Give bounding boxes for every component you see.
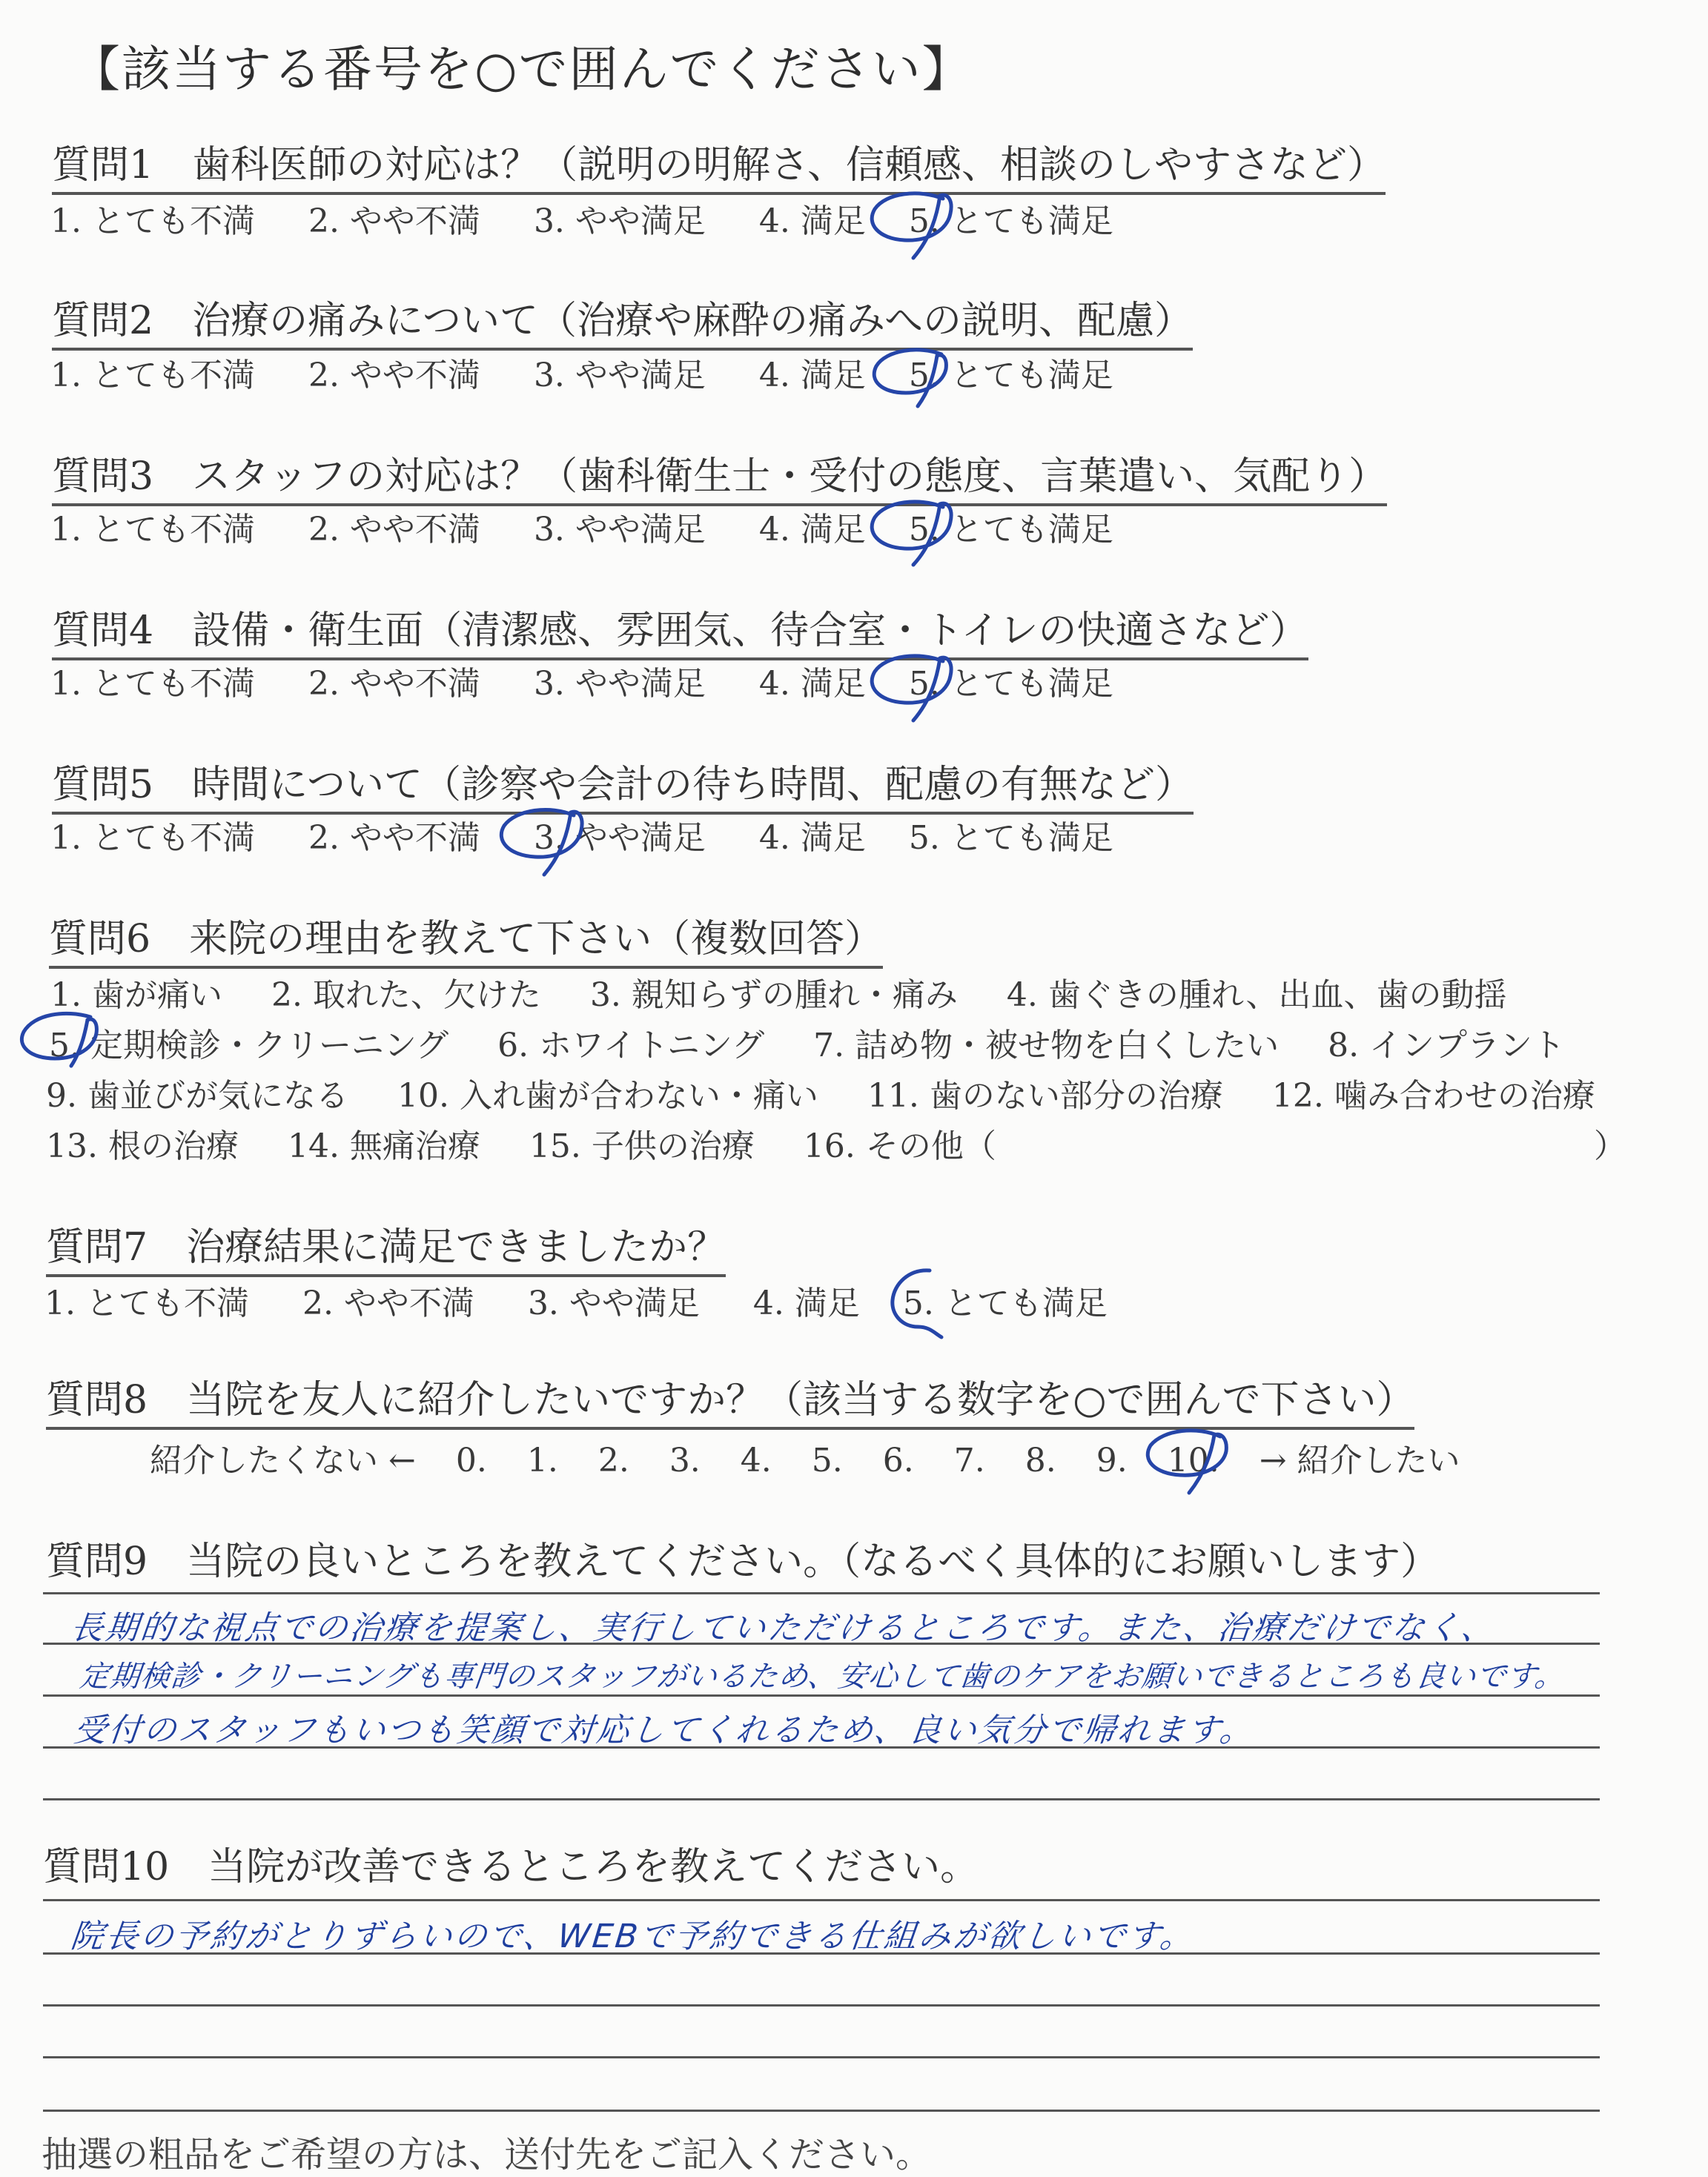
q6-option-10[interactable]: 10. 入れ歯が合わない・痛い [397,1077,818,1115]
q3-option-4[interactable]: 4. 満足 [758,511,866,549]
q4-options [50,657,1156,704]
q6-row-2 [49,1018,1603,1066]
q2-selection-circle [860,339,964,421]
q8-score-0[interactable]: 0. [455,1442,487,1480]
q8-score-3[interactable]: 3. [669,1442,701,1480]
q3-option-3[interactable]: 3. やや満足 [533,511,706,549]
q4-option-3[interactable]: 3. やや満足 [533,665,706,703]
q8-score-8[interactable]: 8. [1025,1442,1056,1480]
q9-line-1 [43,1592,1600,1594]
q6-row-3 [46,1069,1634,1116]
q2-options [50,348,1156,396]
q6-option-13[interactable]: 13. 根の治療 [46,1127,239,1165]
q4-selection-circle [860,648,964,729]
q9-line-5 [43,1798,1600,1800]
q4-option-4[interactable]: 4. 満足 [758,665,866,703]
q6-title: 質問6 来院の理由を教えて下さい（複数回答） [49,907,883,969]
q10-line-4 [43,2056,1600,2058]
q8-title: 質問8 当院を友人に紹介したいですか？（該当する数字を○で囲んで下さい） [46,1368,1414,1430]
q7-option-1[interactable]: 1. とても不満 [44,1285,249,1322]
footer-note: 抽選の粗品をご希望の方は、送付先をご記入ください。 [42,2134,932,2176]
q1-option-3[interactable]: 3. やや満足 [533,202,706,240]
q8-score-7[interactable]: 7. [953,1442,985,1480]
q1-option-1[interactable]: 1. とても不満 [50,202,255,240]
q7-selection-circle [884,1263,965,1345]
q8-left-label: 紹介したくない ← [150,1442,416,1480]
q9-title: 質問9 当院の良いところを教えてください。（なるべく具体的にお願いします） [46,1540,1440,1584]
q3-option-1[interactable]: 1. とても不満 [50,511,255,549]
q6-other-close-paren: ） [1594,1127,1626,1165]
q3-title: 質問3 スタッフの対応は？（歯科衛生士・受付の態度、言葉遣い、気配り） [52,445,1387,506]
q7-option-3[interactable]: 3. やや満足 [527,1285,700,1322]
q2-title: 質問2 治療の痛みについて（治療や麻酔の痛みへの説明、配慮） [52,289,1193,351]
q6-option-2[interactable]: 2. 取れた、欠けた [271,976,541,1014]
q7-title: 質問7 治療結果に満足できましたか？ [46,1216,726,1277]
q7-options [44,1276,1151,1324]
q3-selection-circle [860,494,964,575]
q6-option-15[interactable]: 15. 子供の治療 [529,1127,755,1165]
q8-right-label: → 紹介したい [1259,1442,1460,1480]
q6-option-11[interactable]: 11. 歯のない部分の治療 [867,1077,1223,1115]
q8-score-2[interactable]: 2. [598,1442,629,1480]
q5-option-1[interactable]: 1. とても不満 [50,819,255,857]
q9-answer-line-3[interactable]: 受付のスタッフもいつも笑顔で対応してくれるため、良い気分で帰れます。 [71,1712,1257,1749]
q8-score-9[interactable]: 9. [1096,1442,1128,1480]
q10-line-3 [43,2004,1600,2007]
q6-option-14[interactable]: 14. 無痛治療 [287,1127,480,1165]
page-header: 【該当する番号を○で囲んでください】 [71,41,973,98]
q6-row-4 [46,1119,1035,1167]
q1-options [50,194,1156,242]
q8-scale [150,1434,1460,1481]
q6-row-1 [50,968,1546,1015]
q9-answer-line-1[interactable]: 長期的な視点での治療を提案し、実行していただけるところです。また、治療だけでなく、 [68,1609,1498,1647]
q6-option-4[interactable]: 4. 歯ぐきの腫れ、出血、歯の動揺 [1006,976,1507,1014]
q10-answer-line-1[interactable]: 院長の予約がとりずらいので、WEBで予約できる仕組みが欲しいです。 [68,1918,1197,1955]
q7-option-4[interactable]: 4. 満足 [752,1285,860,1322]
q6-option-6[interactable]: 6. ホワイトニング [497,1027,765,1064]
q5-option-4[interactable]: 4. 満足 [758,819,866,857]
q3-option-2[interactable]: 2. やや不満 [308,511,480,549]
q1-option-4[interactable]: 4. 満足 [758,202,866,240]
q8-selection-circle [1134,1420,1238,1502]
q5-title: 質問5 時間について（診察や会計の待ち時間、配慮の有無など） [52,753,1194,815]
q5-option-5[interactable]: 5. とても満足 [908,819,1113,857]
q6-option-9[interactable]: 9. 歯並びが気になる [46,1077,348,1115]
q6-option-3[interactable]: 3. 親知らずの腫れ・痛み [589,976,958,1014]
q8-score-6[interactable]: 6. [882,1442,914,1480]
q1-selection-circle [860,185,964,267]
q2-option-4[interactable]: 4. 満足 [758,357,866,394]
q2-option-2[interactable]: 2. やや不満 [308,357,480,394]
q1-option-2[interactable]: 2. やや不満 [308,202,480,240]
q8-score-4[interactable]: 4. [740,1442,772,1480]
q9-answer-line-2[interactable]: 定期検診・クリーニングも専門のスタッフがいるため、安心して歯のケアをお願いできるところも良いです。 [78,1660,1567,1694]
q6-option-16[interactable]: 16. その他（ [803,1127,996,1165]
q8-score-5[interactable]: 5. [811,1442,843,1480]
q8-score-1[interactable]: 1. [526,1442,558,1480]
q6-option-1[interactable]: 1. 歯が痛い [50,976,222,1014]
q4-option-5[interactable]: 5. とても満足 [908,665,1113,703]
q5-selection-circle [489,801,593,882]
q4-option-1[interactable]: 1. とても不満 [50,665,255,703]
q10-line-5 [43,2110,1600,2112]
q7-option-2[interactable]: 2. やや不満 [302,1285,474,1322]
q2-option-5[interactable]: 5. とても満足 [908,357,1113,394]
q2-option-1[interactable]: 1. とても不満 [50,357,255,394]
q5-option-2[interactable]: 2. やや不満 [308,819,480,857]
q3-option-5[interactable]: 5. とても満足 [908,511,1113,549]
q10-title: 質問10 当院が改善できるところを教えてください。 [43,1845,979,1889]
q5-option-3[interactable]: 3. やや満足 [533,819,706,857]
q10-line-1 [43,1899,1600,1901]
q5-options [50,811,1156,858]
q8-score-10[interactable]: 10. [1167,1442,1219,1480]
q6-option-8[interactable]: 8. インプラント [1328,1027,1566,1064]
q6-option-7[interactable]: 7. 詰め物・被せ物を白くしたい [813,1027,1280,1064]
q2-option-3[interactable]: 3. やや満足 [533,357,706,394]
q4-option-2[interactable]: 2. やや不満 [308,665,480,703]
q1-title: 質問1 歯科医師の対応は？（説明の明解さ、信頼感、相談のしやすさなど） [52,133,1386,195]
q3-options [50,503,1156,550]
q4-title: 質問4 設備・衛生面（清潔感、雰囲気、待合室・トイレの快適さなど） [52,599,1308,660]
q6-option-12[interactable]: 12. 噛み合わせの治療 [1271,1077,1595,1115]
q1-option-5[interactable]: 5. とても満足 [908,202,1113,240]
q6-option-5[interactable]: 5. 定期検診・クリーニング [49,1027,449,1064]
q7-option-5[interactable]: 5. とても満足 [902,1285,1108,1322]
